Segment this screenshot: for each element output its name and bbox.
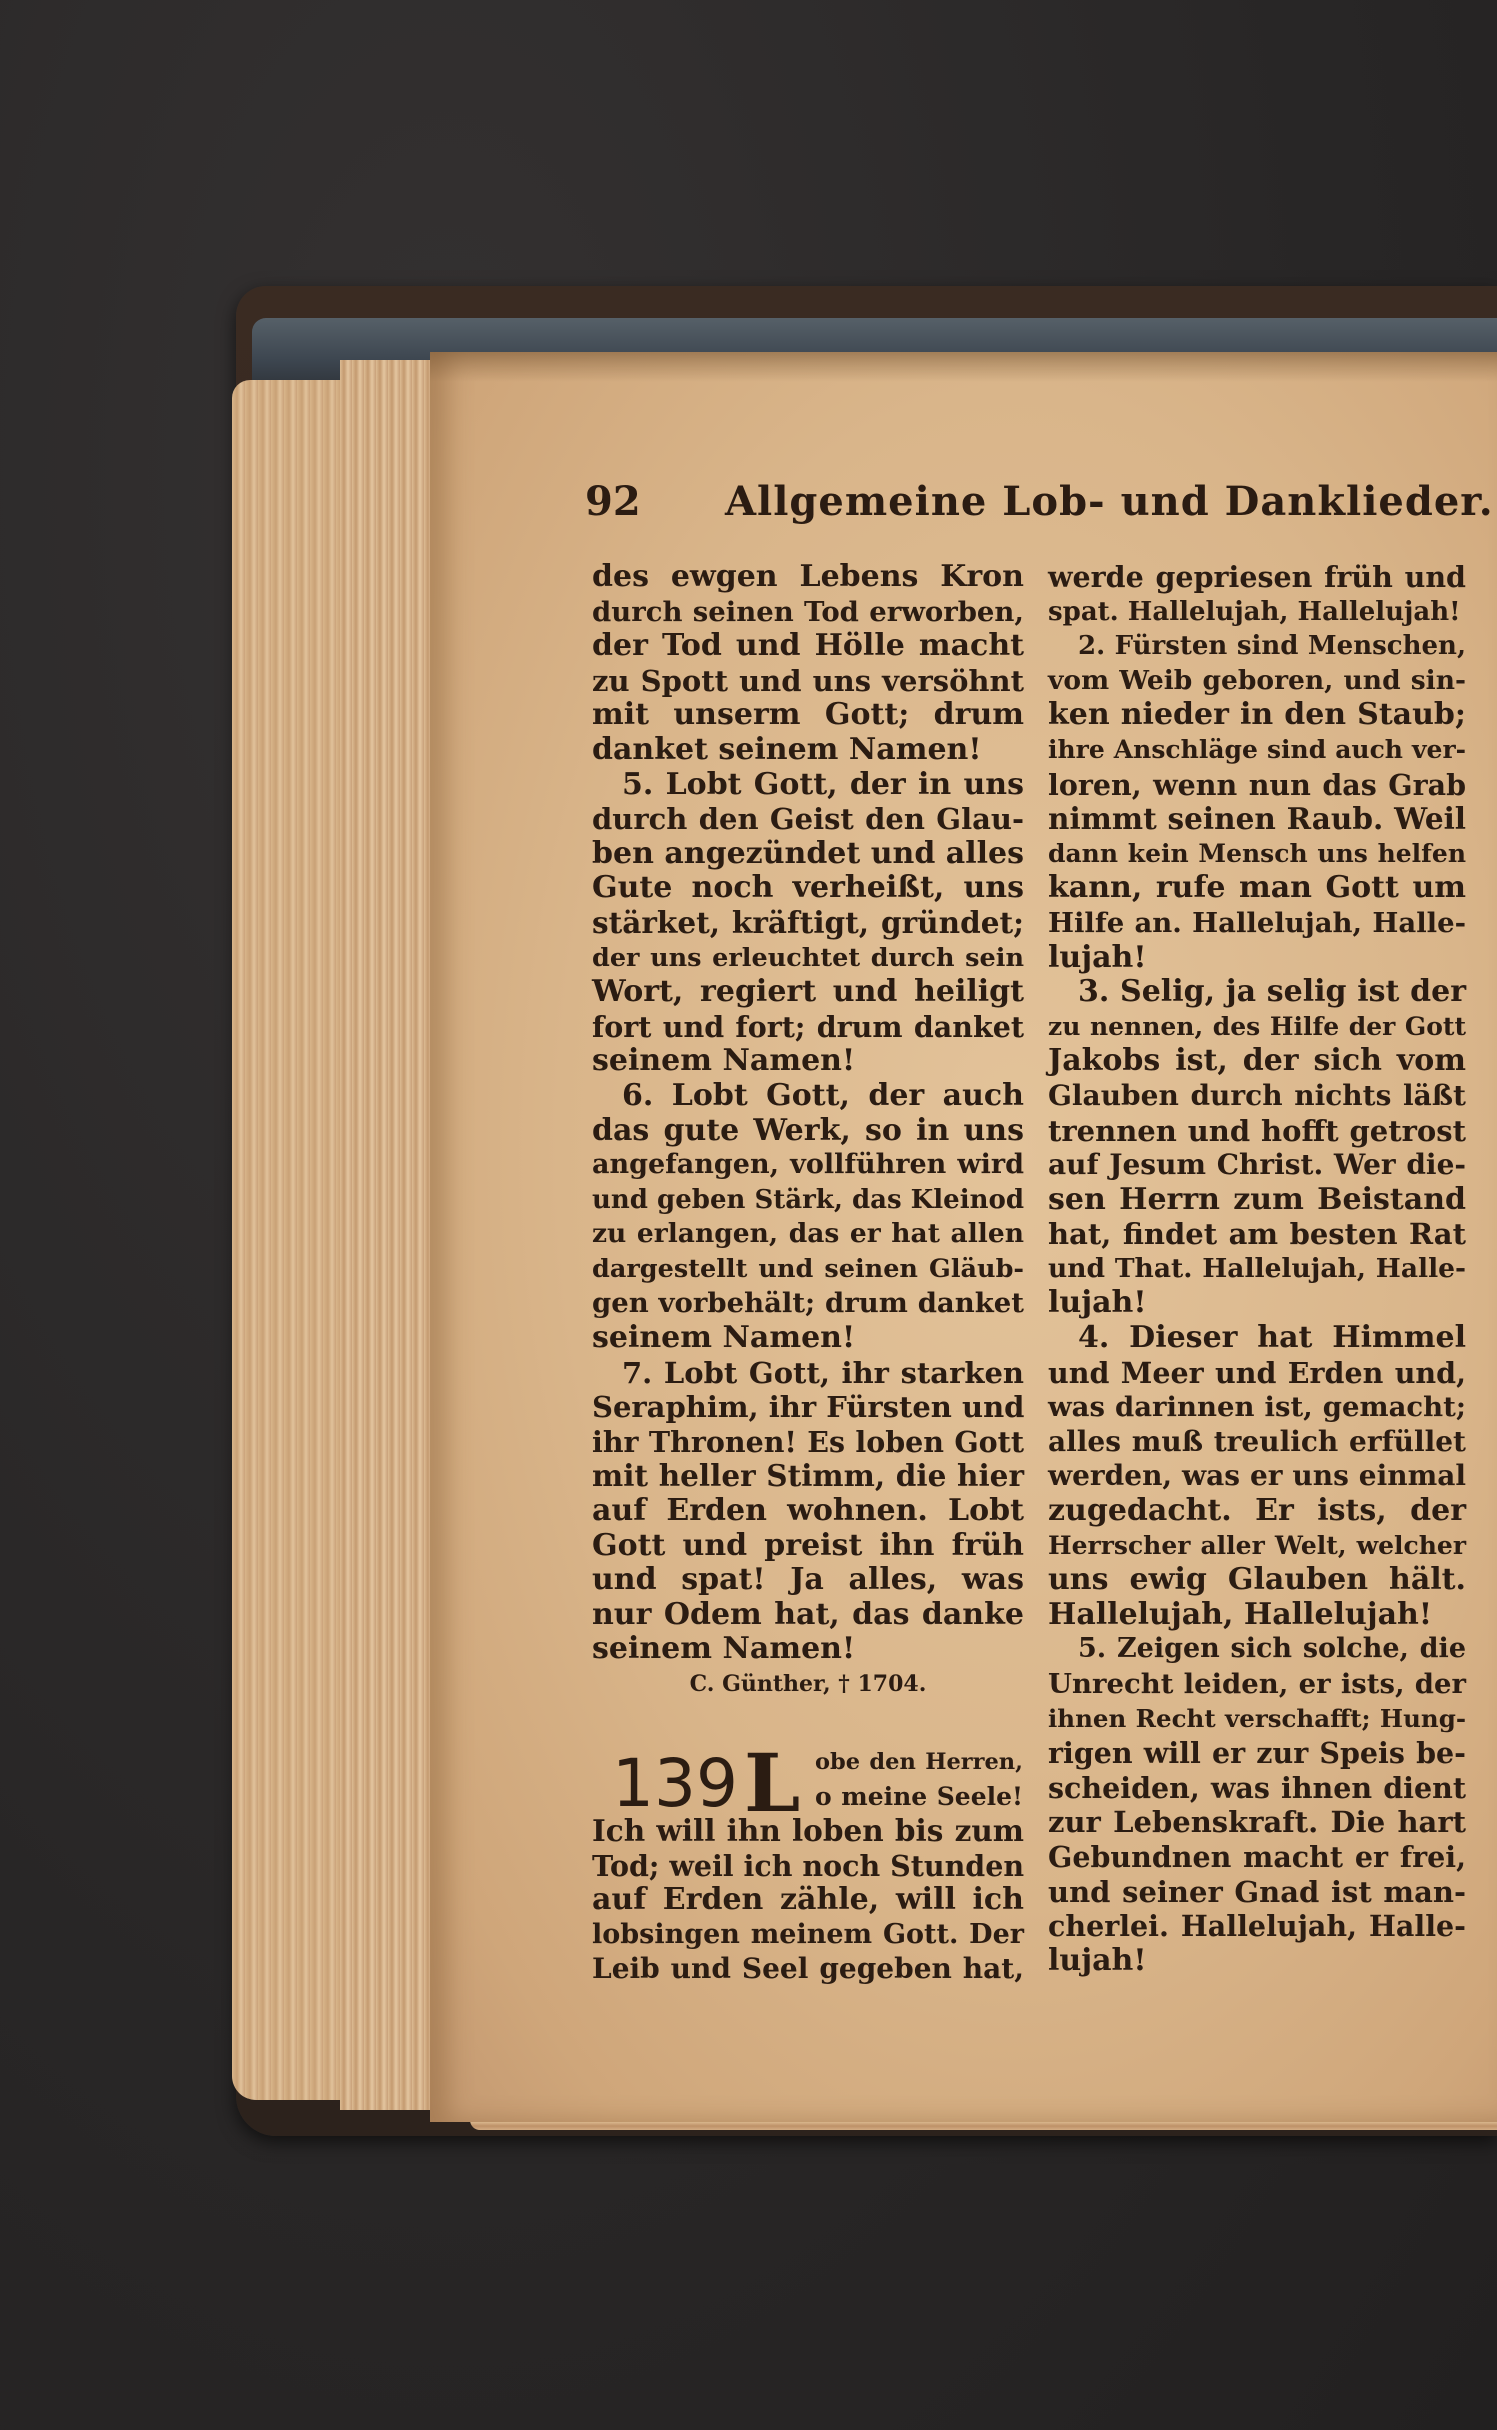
text-line: und seiner Gnad ist man- bbox=[1048, 1874, 1466, 1909]
text-line: der Tod und Hölle macht bbox=[592, 628, 1024, 664]
text-line: hat, findet am besten Rat bbox=[1048, 1217, 1466, 1252]
text-line: scheiden, was ihnen dient bbox=[1048, 1770, 1466, 1805]
text-line: 4. Dieser hat Himmel bbox=[1078, 1320, 1466, 1356]
text-line: seinem Namen! bbox=[592, 1043, 856, 1079]
text-line: zu Spott und uns versöhnt bbox=[592, 663, 1024, 698]
text-line: und That. Hallelujah, Halle- bbox=[1048, 1252, 1466, 1284]
text-line: Jakobs ist, der sich vom bbox=[1048, 1043, 1466, 1079]
text-line: ben angezündet und alles bbox=[592, 835, 1024, 871]
text-line: Gebundnen macht er frei, bbox=[1048, 1839, 1466, 1874]
text-line: gen vorbehält; drum danket bbox=[592, 1287, 1024, 1320]
text-line: 5. Lobt Gott, der in uns bbox=[622, 766, 1024, 802]
drop-cap: L bbox=[744, 1736, 801, 1830]
hymn-body bbox=[592, 1814, 1024, 1987]
text-line: loren, wenn nun das Grab bbox=[1048, 767, 1466, 802]
text-line: dargestellt und seinen Gläub- bbox=[592, 1253, 1024, 1284]
text-line: und Meer und Erden und, bbox=[1048, 1355, 1466, 1390]
text-line: seinem Namen! bbox=[592, 1631, 856, 1667]
text-line: 7. Lobt Gott, ihr starken bbox=[622, 1355, 1024, 1390]
text-line: kann, rufe man Gott um bbox=[1048, 870, 1466, 906]
text-line: des ewgen Lebens Kron bbox=[592, 559, 1024, 594]
text-line: Tod; weil ich noch Stunden bbox=[592, 1848, 1025, 1883]
text-line: uns ewig Glauben hält. bbox=[1048, 1562, 1466, 1598]
text-line: alles muß treulich erfüllet bbox=[1048, 1424, 1466, 1458]
text-line: ken nieder in den Staub; bbox=[1048, 697, 1466, 733]
text-line: zu erlangen, das er hat allen bbox=[592, 1218, 1024, 1250]
text-line: lujah! bbox=[1048, 1285, 1147, 1321]
text-line: lobsingen meinem Gott. Der bbox=[592, 1918, 1024, 1950]
hymn-first-lines bbox=[815, 1745, 1023, 1814]
text-line: lujah! bbox=[1048, 1942, 1147, 1978]
text-line: ihre Anschläge sind auch ver- bbox=[1048, 734, 1466, 764]
text-line: cherlei. Hallelujah, Halle- bbox=[1048, 1909, 1466, 1944]
text-line: durch den Geist den Glau- bbox=[592, 802, 1024, 837]
text-line: und spat! Ja alles, was bbox=[592, 1562, 1024, 1598]
text-line: dann kein Mensch uns helfen bbox=[1048, 838, 1466, 868]
page-shadow bbox=[430, 352, 1497, 382]
text-line: auf Erden wohnen. Lobt bbox=[592, 1493, 1024, 1529]
running-header: Allgemeine Lob- und Danklieder. bbox=[725, 478, 1494, 525]
text-line: sen Herrn zum Beistand bbox=[1048, 1181, 1466, 1217]
text-line: ihr Thronen! Es loben Gott bbox=[592, 1424, 1024, 1459]
right-column bbox=[1048, 560, 1466, 1978]
text-line: vom Weib geboren, und sin- bbox=[1048, 664, 1466, 696]
text-line: auf Erden zähle, will ich bbox=[592, 1882, 1024, 1918]
text-line: Leib und Seel gegeben hat, bbox=[592, 1952, 1024, 1986]
text-line: mit unserm Gott; drum bbox=[592, 697, 1024, 733]
text-line: lujah! bbox=[1048, 939, 1147, 975]
text-line: Seraphim, ihr Fürsten und bbox=[592, 1390, 1025, 1425]
page-number: 92 bbox=[585, 478, 641, 525]
text-line: und geben Stärk, das Kleinod bbox=[592, 1184, 1024, 1215]
text-line: 6. Lobt Gott, der auch bbox=[622, 1077, 1024, 1113]
text-line: zugedacht. Er ists, der bbox=[1048, 1493, 1466, 1529]
hymn-number: 139 bbox=[612, 1745, 738, 1822]
text-line: Unrecht leiden, er ists, der bbox=[1048, 1668, 1466, 1700]
text-line: das gute Werk, so in uns bbox=[592, 1112, 1024, 1148]
text-line: werde gepriesen früh und bbox=[1048, 560, 1466, 594]
text-line: Herrscher aller Welt, welcher bbox=[1048, 1530, 1466, 1560]
text-line: danket seinem Namen! bbox=[592, 731, 982, 767]
text-line: angefangen, vollführen wird bbox=[592, 1149, 1024, 1181]
text-line: der uns erleuchtet durch sein bbox=[592, 942, 1024, 973]
page-block-edge-inner bbox=[340, 360, 440, 2110]
text-line: 3. Selig, ja selig ist der bbox=[1078, 974, 1466, 1010]
text-line: auf Jesum Christ. Wer die- bbox=[1048, 1148, 1466, 1182]
text-line: Hallelujah, Hallelujah! bbox=[1048, 1596, 1433, 1632]
text-line: nimmt seinen Raub. Weil bbox=[1048, 801, 1466, 837]
text-line: 2. Fürsten sind Menschen, bbox=[1078, 631, 1466, 662]
text-line: ihnen Recht verschafft; Hung- bbox=[1048, 1703, 1466, 1733]
text-line: obe den Herren, bbox=[815, 1749, 1023, 1775]
text-line: spat. Hallelujah, Hallelujah! bbox=[1048, 596, 1461, 627]
text-line: mit heller Stimm, die hier bbox=[592, 1458, 1024, 1494]
text-line: rigen will er zur Speis be- bbox=[1048, 1736, 1466, 1771]
text-line: durch seinen Tod erworben, bbox=[592, 595, 1024, 628]
text-line: werden, was er uns einmal bbox=[1048, 1459, 1466, 1493]
text-line: 5. Zeigen sich solche, die bbox=[1078, 1633, 1466, 1665]
text-line: seinem Namen! bbox=[592, 1320, 856, 1356]
author-attribution: C. Günther, † 1704. bbox=[689, 1671, 927, 1697]
text-line: trennen und hofft getrost bbox=[1048, 1113, 1466, 1148]
text-line: Gute noch verheißt, uns bbox=[592, 870, 1024, 906]
text-line: Gott und preist ihn früh bbox=[592, 1527, 1024, 1563]
text-line: zur Lebenskraft. Die hart bbox=[1048, 1805, 1466, 1840]
text-line: fort und fort; drum danket bbox=[592, 1009, 1024, 1044]
text-line: Glauben durch nichts läßt bbox=[1048, 1078, 1466, 1112]
text-line: Ich will ihn loben bis zum bbox=[592, 1813, 1024, 1848]
text-line: Wort, regiert und heiligt bbox=[592, 974, 1024, 1010]
text-line: was darinnen ist, gemacht; bbox=[1048, 1391, 1466, 1424]
text-line: Hilfe an. Hallelujah, Halle- bbox=[1048, 906, 1466, 939]
text-line: stärket, kräftigt, gründet; bbox=[592, 904, 1024, 940]
text-line: o meine Seele! bbox=[815, 1781, 1023, 1811]
text-line: nur Odem hat, das danke bbox=[592, 1596, 1024, 1632]
left-column bbox=[592, 560, 1024, 1702]
text-line: zu nennen, des Hilfe der Gott bbox=[1048, 1011, 1466, 1041]
